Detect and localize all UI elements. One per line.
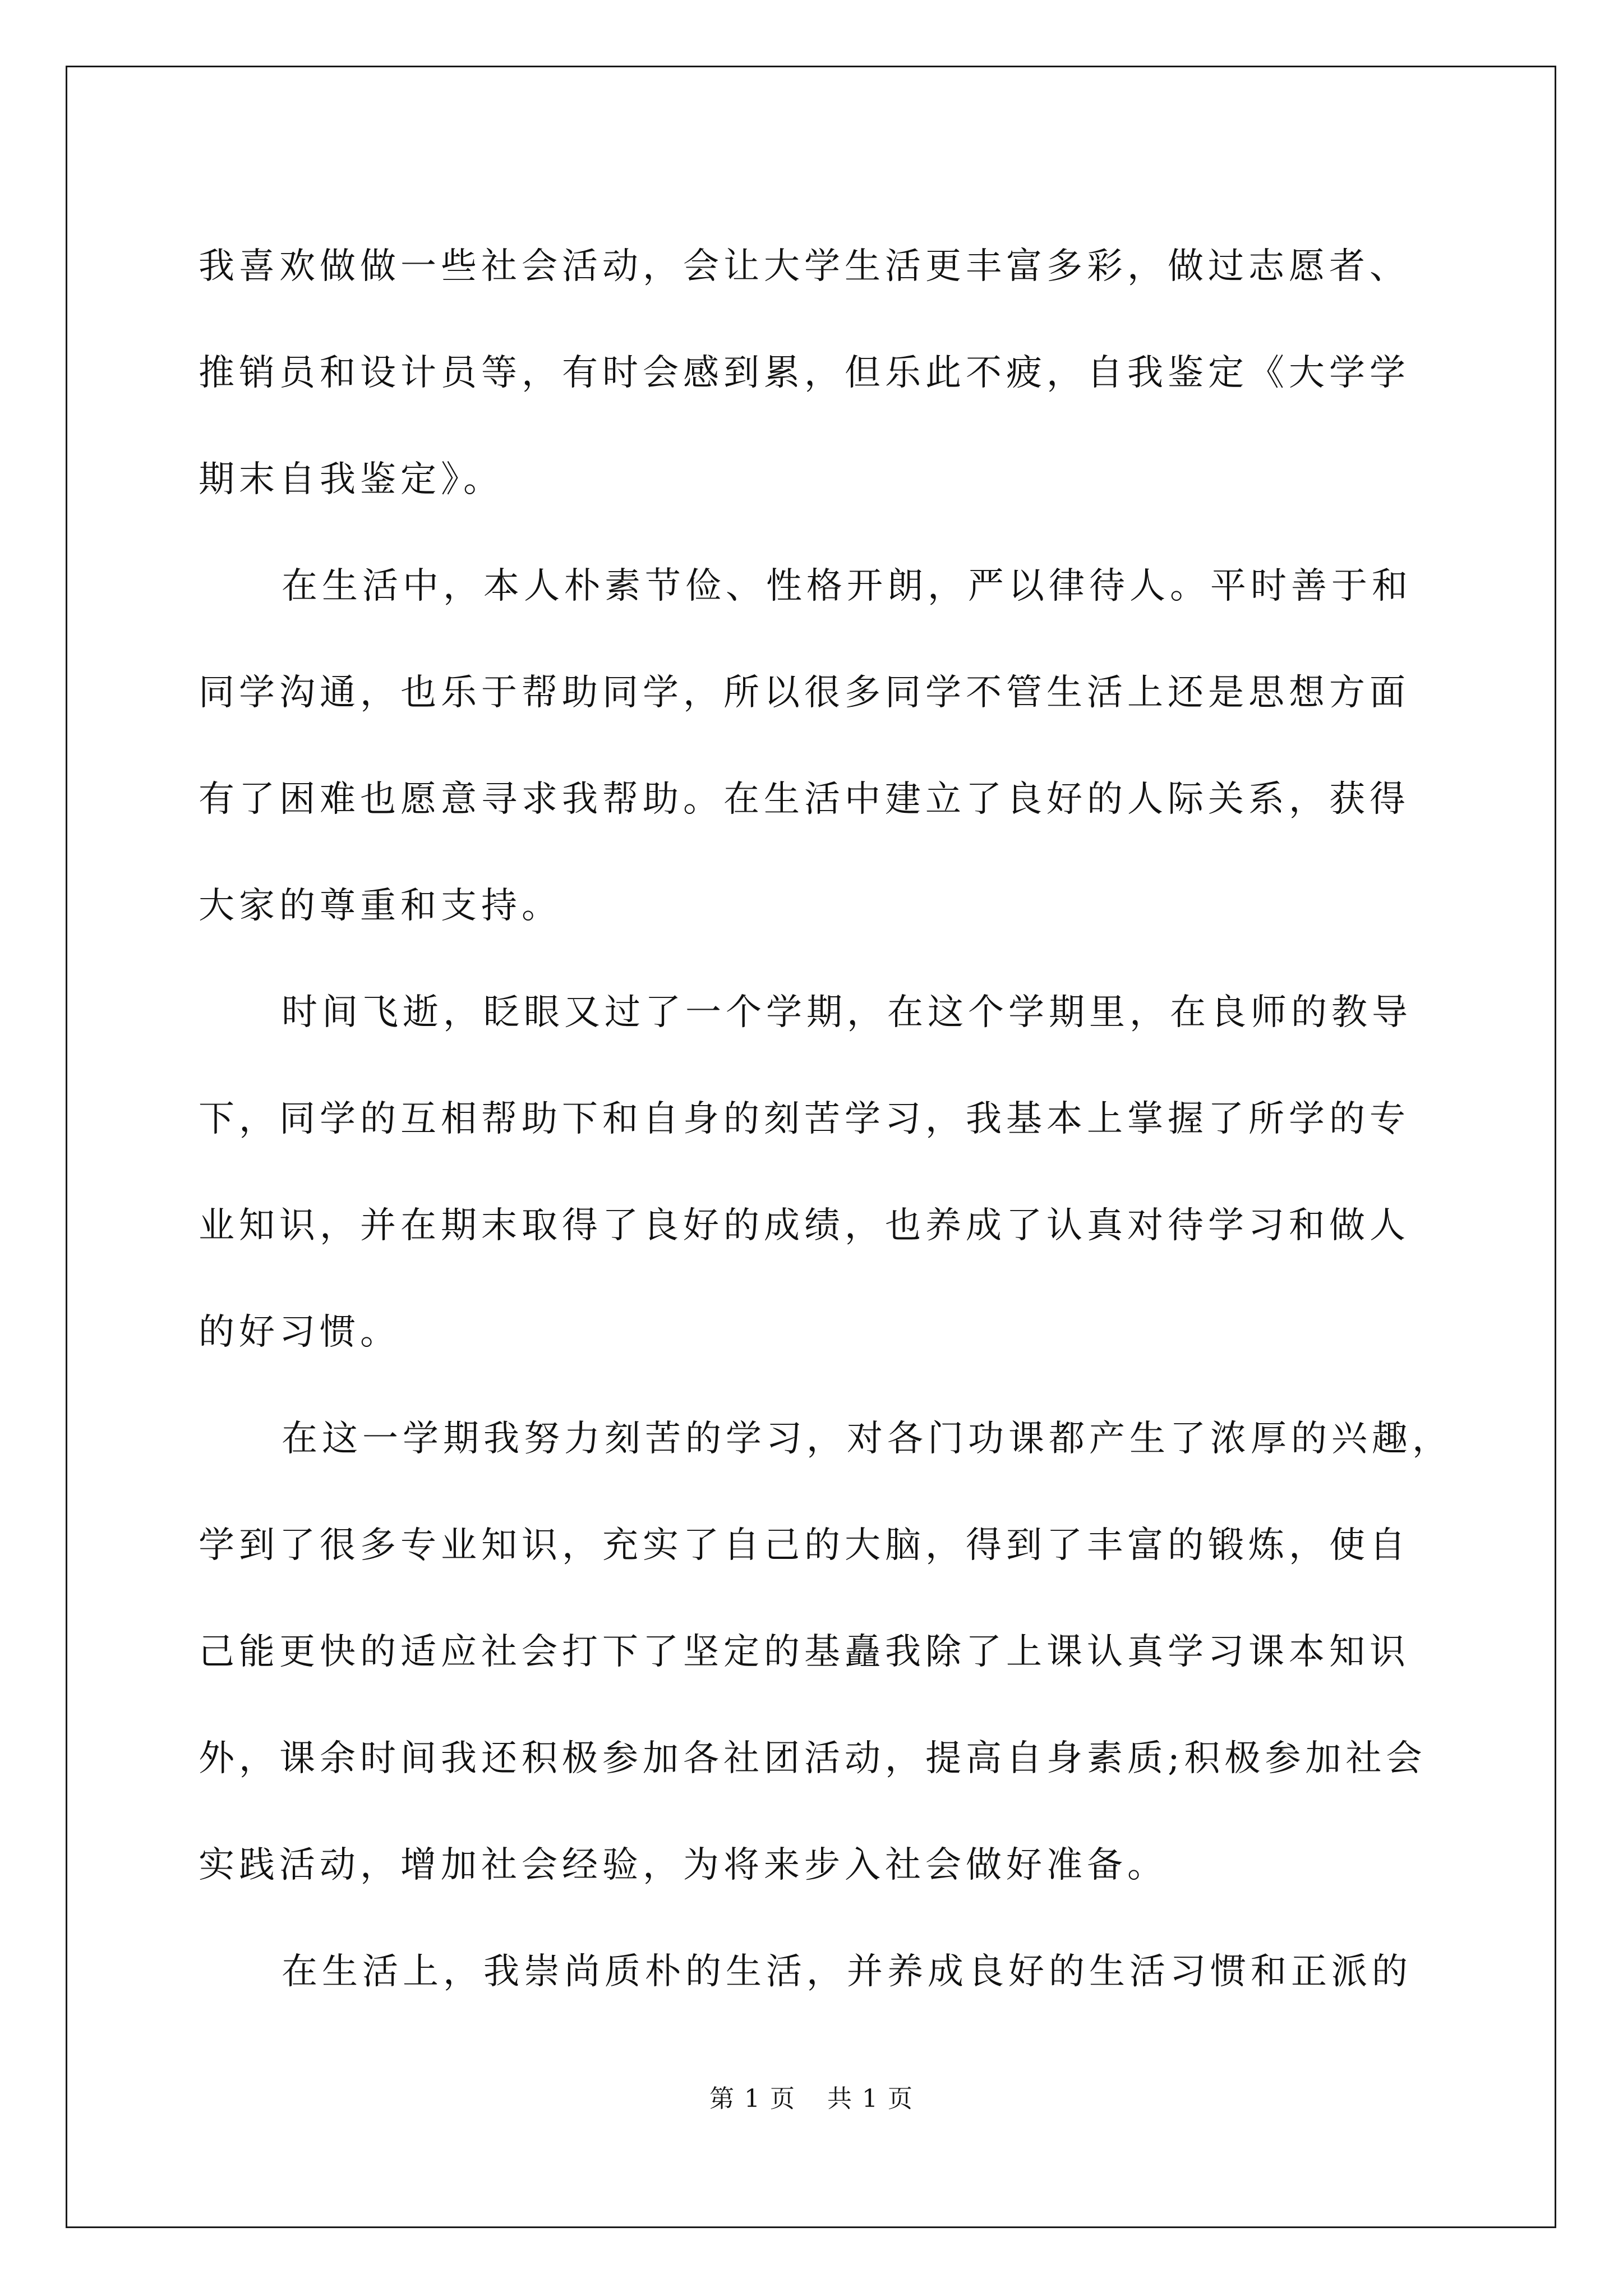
text-line: 大家的尊重和支持。 (199, 885, 562, 927)
document-body (199, 213, 1453, 2025)
text-line: 实践活动，增加社会经验，为将来步入社会做好准备。 (199, 1844, 1168, 1886)
page-number-total: 共 1 页 (827, 2085, 914, 2113)
paragraph-first-line: 时间飞逝，眨眼又过了一个学期，在这个学期里，在良师的教导 (282, 992, 1412, 1033)
text-line: 推销员和设计员等，有时会感到累，但乐此不疲，自我鉴定《大学学 (199, 352, 1410, 394)
page-footer (0, 2078, 1623, 2114)
text-line: 同学沟通，也乐于帮助同学，所以很多同学不管生活上还是思想方面 (199, 672, 1410, 714)
text-line: 业知识，并在期末取得了良好的成绩，也养成了认真对待学习和做人 (199, 1205, 1410, 1246)
text-line: 有了困难也愿意寻求我帮助。在生活中建立了良好的人际关系，获得 (199, 779, 1410, 820)
text-line: 的好习惯。 (199, 1312, 400, 1353)
text-line: 下，同学的互相帮助下和自身的刻苦学习，我基本上掌握了所学的专 (199, 1098, 1410, 1140)
text-line: 期末自我鉴定》。 (199, 459, 504, 500)
paragraph-first-line: 在这一学期我努力刻苦的学习，对各门功课都产生了浓厚的兴趣， (282, 1418, 1453, 1460)
page-number-current: 第 1 页 (709, 2085, 796, 2113)
paragraph-first-line: 在生活上，我崇尚质朴的生活，并养成良好的生活习惯和正派的 (282, 1951, 1412, 1993)
paragraph-first-line: 在生活中，本人朴素节俭、性格开朗，严以律待人。平时善于和 (282, 565, 1412, 607)
text-line: 我喜欢做做一些社会活动，会让大学生活更丰富多彩，做过志愿者、 (199, 246, 1410, 287)
text-line: 己能更快的适应社会打下了坚定的基矗我除了上课认真学习课本知识 (199, 1631, 1410, 1673)
text-line: 外，课余时间我还积极参加各社团活动，提高自身素质;积极参加社会 (199, 1738, 1427, 1779)
text-line: 学到了很多专业知识，充实了自己的大脑，得到了丰富的锻炼，使自 (199, 1525, 1410, 1566)
